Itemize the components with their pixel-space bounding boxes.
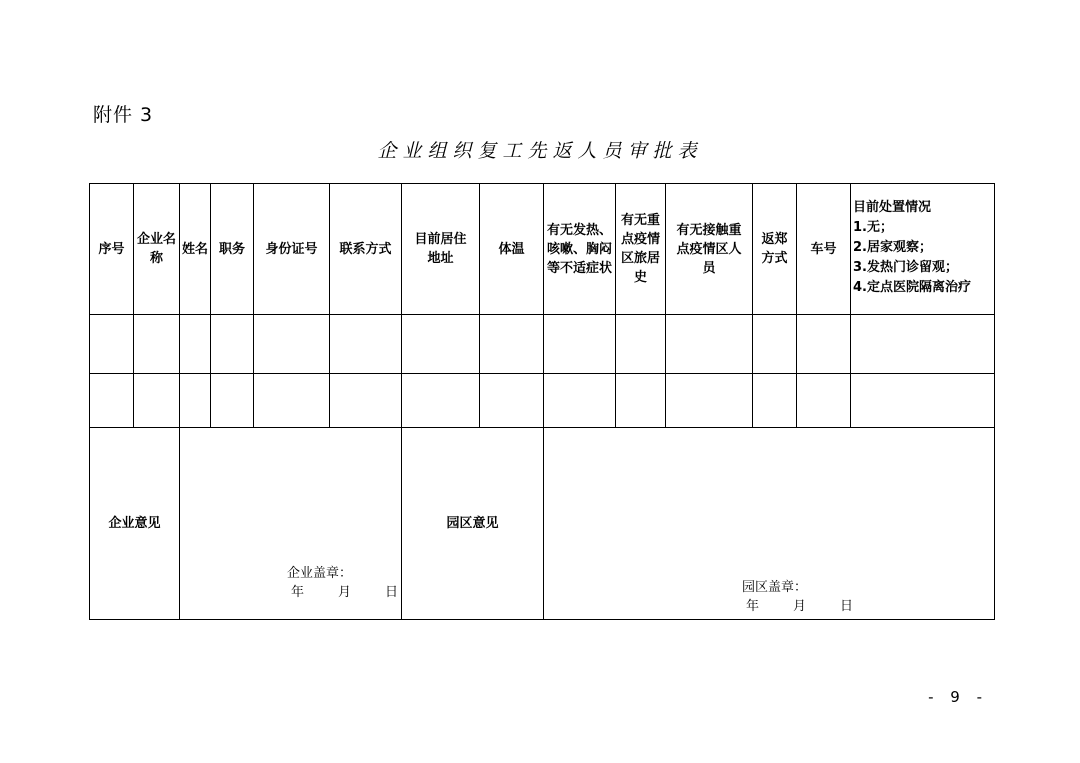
company-opinion-label: 企业意见 <box>90 428 180 620</box>
cell-blank[interactable] <box>616 374 666 428</box>
header-contact: 联系方式 <box>330 184 402 315</box>
cell-blank[interactable] <box>480 374 544 428</box>
date-year: 年 <box>291 585 305 600</box>
header-symptoms: 有无发热、咳嗽、胸闷等不适症状 <box>544 184 616 315</box>
cell-blank[interactable] <box>753 315 797 374</box>
page-number: - 9 - <box>928 688 988 706</box>
park-opinion-field[interactable] <box>544 428 995 620</box>
cell-blank[interactable] <box>330 315 402 374</box>
header-travel-history: 有无重点疫情区旅居史 <box>616 184 666 315</box>
park-opinion-label: 园区意见 <box>402 428 544 620</box>
table-row <box>90 374 995 428</box>
cell-blank[interactable] <box>180 315 211 374</box>
table-row <box>90 315 995 374</box>
company-stamp-label: 企业盖章： <box>287 566 353 581</box>
cell-blank[interactable] <box>544 315 616 374</box>
cell-blank[interactable] <box>134 374 180 428</box>
header-company-name: 企业名称 <box>134 184 180 315</box>
header-seq: 序号 <box>90 184 134 315</box>
opinion-row <box>90 428 995 620</box>
cell-blank[interactable] <box>211 374 254 428</box>
attachment-label: 附件 3 <box>93 104 154 126</box>
cell-blank[interactable] <box>851 374 995 428</box>
cell-blank[interactable] <box>90 315 134 374</box>
cell-blank[interactable] <box>402 374 480 428</box>
header-return-method: 返郑方式 <box>753 184 797 315</box>
status-title: 目前处置情况 <box>853 200 932 215</box>
header-status <box>851 184 995 315</box>
status-option-1: 1.无； <box>853 220 893 235</box>
header-row <box>90 184 995 315</box>
cell-blank[interactable] <box>616 315 666 374</box>
cell-blank[interactable] <box>254 374 330 428</box>
cell-blank[interactable] <box>666 315 753 374</box>
cell-blank[interactable] <box>544 374 616 428</box>
status-option-4: 4.定点医院隔离治疗 <box>853 280 971 295</box>
header-temperature: 体温 <box>480 184 544 315</box>
cell-blank[interactable] <box>797 315 851 374</box>
approval-form-table <box>89 183 995 620</box>
status-option-2: 2.居家观察； <box>853 240 932 255</box>
status-option-3: 3.发热门诊留观； <box>853 260 958 275</box>
cell-blank[interactable] <box>90 374 134 428</box>
header-vehicle-number: 车号 <box>797 184 851 315</box>
company-stamp-date <box>287 583 398 602</box>
cell-blank[interactable] <box>134 315 180 374</box>
cell-blank[interactable] <box>666 374 753 428</box>
cell-blank[interactable] <box>480 315 544 374</box>
cell-blank[interactable] <box>254 315 330 374</box>
cell-blank[interactable] <box>753 374 797 428</box>
park-stamp-label: 园区盖章： <box>742 580 808 595</box>
header-name: 姓名 <box>180 184 211 315</box>
park-stamp-date <box>742 597 853 616</box>
cell-blank[interactable] <box>330 374 402 428</box>
form-title: 企业组织复工先返人员审批表 <box>377 140 703 162</box>
company-stamp-block <box>287 564 398 602</box>
cell-blank[interactable] <box>180 374 211 428</box>
header-id-number: 身份证号 <box>254 184 330 315</box>
date-day: 日 <box>840 599 854 614</box>
header-current-address: 目前居住地址 <box>402 184 480 315</box>
cell-blank[interactable] <box>851 315 995 374</box>
date-day: 日 <box>385 585 399 600</box>
park-stamp-block <box>742 578 853 616</box>
company-opinion-field[interactable] <box>180 428 402 620</box>
cell-blank[interactable] <box>797 374 851 428</box>
date-month: 月 <box>338 585 352 600</box>
header-position: 职务 <box>211 184 254 315</box>
date-month: 月 <box>793 599 807 614</box>
cell-blank[interactable] <box>402 315 480 374</box>
header-contact-history: 有无接触重点疫情区人员 <box>666 184 753 315</box>
date-year: 年 <box>746 599 760 614</box>
cell-blank[interactable] <box>211 315 254 374</box>
